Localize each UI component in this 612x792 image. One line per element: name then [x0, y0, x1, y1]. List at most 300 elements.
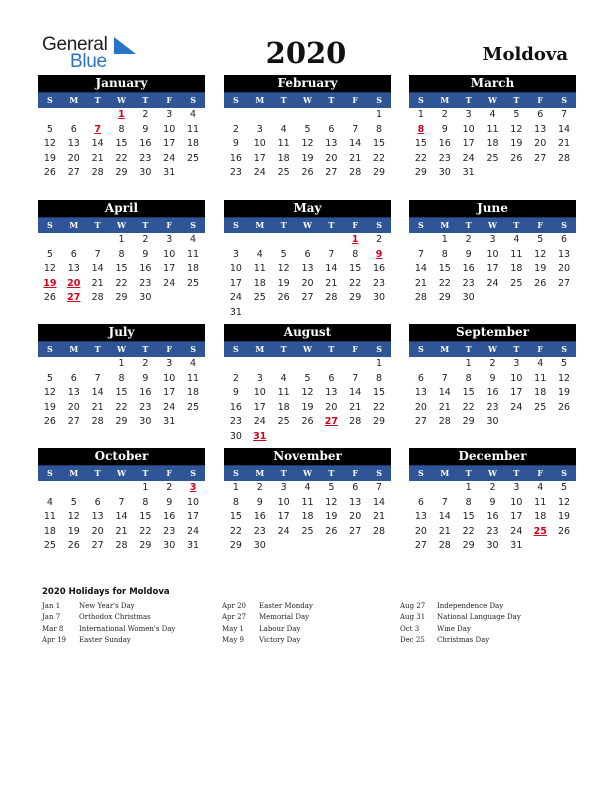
weekday-label: F [352, 95, 359, 105]
weekday-label: T [328, 468, 335, 478]
day-cell: 20 [558, 263, 571, 275]
day-cell: 11 [510, 248, 523, 260]
day-cell: 25 [187, 152, 200, 164]
weekday-label: F [166, 468, 173, 478]
day-cell: 28 [115, 540, 128, 552]
day-cell: 5 [280, 248, 287, 260]
day-grid [224, 233, 391, 321]
day-cell: 5 [537, 234, 544, 245]
weekday-label: W [117, 220, 126, 230]
day-cell: 5 [304, 123, 311, 135]
day-cell: 28 [91, 292, 104, 304]
day-cell: 28 [349, 416, 362, 428]
day-cell: 8 [118, 123, 125, 135]
day-cell: 17 [229, 277, 242, 289]
holiday-name: Easter Monday [259, 602, 313, 610]
day-cell: 25 [277, 167, 290, 179]
holiday-name: Orthodox Christmas [79, 613, 151, 622]
day-cell: 27 [349, 525, 362, 537]
day-cell: 17 [462, 138, 475, 150]
day-cell: 7 [352, 123, 359, 135]
weekday-label: S [233, 344, 239, 354]
month-name: November [224, 448, 391, 465]
holiday-entry [222, 635, 392, 646]
day-cell: 21 [91, 401, 104, 413]
holiday-date: Jan 7 [42, 613, 61, 622]
day-cell: 12 [43, 263, 56, 275]
weekday-label: T [94, 468, 101, 478]
day-cell: 13 [558, 248, 571, 260]
day-cell: 3 [256, 123, 263, 135]
day-cell: 25 [301, 525, 314, 537]
day-cell: 27 [414, 416, 427, 428]
holiday-day-cell: 27 [324, 416, 338, 428]
day-cell: 4 [489, 109, 496, 120]
holiday-date: Apr 20 [222, 602, 247, 610]
weekday-label: T [142, 95, 149, 105]
month-name: April [38, 200, 205, 217]
day-cell: 29 [139, 540, 152, 552]
day-cell: 6 [417, 496, 424, 508]
day-cell: 4 [280, 372, 287, 384]
day-cell: 14 [91, 263, 104, 275]
day-cell: 23 [373, 277, 386, 289]
empty-cell [433, 357, 457, 372]
day-cell: 6 [70, 123, 77, 135]
day-cell: 23 [229, 167, 242, 179]
month-name: June [409, 200, 576, 217]
day-cell: 2 [489, 482, 496, 493]
day-cell: 23 [486, 401, 499, 413]
day-cell: 9 [232, 138, 239, 150]
weekday-label: T [513, 95, 520, 105]
month-name: September [409, 324, 576, 341]
day-cell: 27 [67, 167, 80, 179]
day-cell: 4 [190, 109, 197, 120]
day-cell: 20 [414, 525, 427, 537]
holiday-day-cell: 1 [351, 234, 359, 245]
day-cell: 9 [232, 387, 239, 399]
day-cell: 1 [142, 482, 149, 493]
weekday-label: T [328, 220, 335, 230]
month-name: December [409, 448, 576, 465]
day-cell: 2 [142, 358, 149, 369]
day-cell: 2 [441, 109, 448, 120]
weekday-header [409, 465, 576, 481]
day-cell: 18 [510, 263, 523, 275]
day-cell: 30 [253, 540, 266, 552]
day-cell: 5 [328, 482, 335, 493]
day-cell: 19 [43, 401, 56, 413]
day-cell: 24 [163, 401, 176, 413]
day-cell: 23 [229, 416, 242, 428]
day-cell: 14 [325, 263, 338, 275]
day-cell: 1 [465, 482, 472, 493]
weekday-label: M [69, 95, 79, 105]
day-cell: 3 [513, 482, 520, 493]
day-cell: 21 [91, 152, 104, 164]
day-cell: 3 [465, 109, 472, 120]
weekday-label: S [418, 468, 424, 478]
day-cell: 13 [349, 496, 362, 508]
holiday-day-cell: 20 [67, 277, 81, 289]
day-cell: 26 [43, 416, 56, 428]
day-cell: 1 [118, 358, 125, 369]
weekday-label: M [69, 468, 79, 478]
holiday-day-cell: 3 [189, 482, 197, 493]
day-cell: 15 [462, 511, 475, 523]
month-august [224, 324, 391, 445]
day-cell: 29 [414, 167, 427, 179]
weekday-label: T [94, 220, 101, 230]
day-cell: 10 [510, 496, 523, 508]
day-cell: 1 [417, 109, 424, 120]
day-cell: 16 [139, 138, 152, 150]
day-cell: 14 [438, 387, 451, 399]
day-cell: 25 [187, 401, 200, 413]
day-cell: 21 [349, 152, 362, 164]
day-cell: 17 [163, 263, 176, 275]
empty-cell [224, 233, 248, 248]
day-cell: 18 [301, 511, 314, 523]
day-cell: 26 [43, 292, 56, 304]
empty-cell [296, 357, 320, 372]
weekday-label: T [280, 468, 287, 478]
empty-cell [86, 233, 110, 248]
day-cell: 26 [301, 167, 314, 179]
empty-cell [62, 233, 86, 248]
weekday-label: S [47, 220, 53, 230]
day-cell: 6 [352, 482, 359, 493]
day-cell: 27 [558, 277, 571, 289]
day-cell: 28 [438, 416, 451, 428]
day-cell: 11 [301, 496, 314, 508]
empty-cell [86, 357, 110, 372]
weekday-header [38, 465, 205, 481]
day-cell: 20 [67, 401, 80, 413]
day-cell: 4 [190, 358, 197, 369]
day-cell: 19 [301, 152, 314, 164]
weekday-label: M [255, 95, 265, 105]
empty-cell [62, 357, 86, 372]
day-cell: 11 [253, 263, 266, 275]
day-cell: 28 [558, 152, 571, 164]
day-cell: 8 [441, 248, 448, 260]
day-grid [224, 108, 391, 181]
day-cell: 6 [70, 248, 77, 260]
day-cell: 29 [229, 540, 242, 552]
day-cell: 16 [139, 387, 152, 399]
weekday-label: W [303, 220, 312, 230]
day-grid [409, 108, 576, 181]
empty-cell [433, 481, 457, 496]
day-cell: 6 [417, 372, 424, 384]
holiday-name: Memorial Day [259, 613, 310, 622]
weekday-label: T [94, 95, 101, 105]
day-grid [38, 233, 205, 306]
empty-cell [272, 357, 296, 372]
day-cell: 4 [256, 248, 263, 260]
day-cell: 30 [163, 540, 176, 552]
day-cell: 24 [253, 167, 266, 179]
day-cell: 26 [301, 416, 314, 428]
weekday-header [409, 217, 576, 233]
day-cell: 3 [280, 482, 287, 493]
weekday-label: T [513, 344, 520, 354]
day-cell: 19 [558, 511, 571, 523]
empty-cell [343, 108, 367, 123]
day-cell: 4 [537, 358, 544, 369]
weekday-label: M [440, 220, 450, 230]
day-cell: 24 [163, 152, 176, 164]
weekday-label: S [376, 220, 382, 230]
day-cell: 28 [373, 525, 386, 537]
month-december [409, 448, 576, 554]
day-grid [409, 481, 576, 554]
month-april [38, 200, 205, 306]
day-cell: 27 [534, 152, 547, 164]
day-cell: 24 [163, 277, 176, 289]
day-cell: 15 [373, 138, 386, 150]
day-cell: 16 [462, 263, 475, 275]
day-cell: 5 [513, 109, 520, 120]
day-cell: 12 [510, 123, 523, 135]
weekday-label: F [166, 95, 173, 105]
weekday-label: F [352, 220, 359, 230]
day-cell: 16 [229, 401, 242, 413]
weekday-label: S [190, 468, 196, 478]
day-cell: 13 [414, 511, 427, 523]
holiday-day-cell: 1 [118, 109, 125, 120]
weekday-label: M [255, 220, 265, 230]
holiday-entry [400, 635, 570, 646]
empty-cell [224, 357, 248, 372]
holiday-date: Mar 8 [42, 624, 64, 633]
day-cell: 31 [163, 416, 176, 428]
weekday-label: S [47, 95, 53, 105]
day-cell: 10 [229, 263, 242, 275]
day-cell: 17 [163, 138, 176, 150]
day-cell: 8 [352, 248, 359, 260]
day-cell: 22 [462, 401, 475, 413]
day-cell: 23 [139, 401, 152, 413]
day-cell: 25 [486, 152, 499, 164]
day-cell: 11 [486, 123, 499, 135]
weekday-label: W [488, 220, 497, 230]
day-cell: 8 [118, 248, 125, 260]
day-cell: 24 [510, 401, 523, 413]
weekday-label: S [376, 468, 382, 478]
day-cell: 3 [166, 109, 173, 120]
holiday-day-cell: 27 [67, 292, 81, 304]
weekday-label: T [513, 220, 520, 230]
day-cell: 29 [115, 167, 128, 179]
day-cell: 29 [462, 416, 475, 428]
day-cell: 9 [489, 372, 496, 384]
day-cell: 3 [256, 372, 263, 384]
day-cell: 2 [232, 123, 239, 135]
day-cell: 18 [187, 138, 200, 150]
holiday-name: Victory Day [259, 635, 301, 644]
day-cell: 22 [373, 401, 386, 413]
day-cell: 7 [441, 496, 448, 508]
month-name: July [38, 324, 205, 341]
month-name: October [38, 448, 205, 465]
weekday-label: W [117, 95, 126, 105]
day-cell: 22 [115, 401, 128, 413]
day-cell: 20 [67, 152, 80, 164]
day-cell: 6 [94, 496, 101, 508]
weekday-label: S [190, 344, 196, 354]
day-cell: 5 [46, 372, 53, 384]
weekday-label: S [418, 344, 424, 354]
weekday-label: W [117, 344, 126, 354]
day-cell: 28 [438, 540, 451, 552]
day-cell: 2 [489, 358, 496, 369]
day-cell: 5 [70, 496, 77, 508]
holiday-day-cell: 9 [375, 248, 383, 260]
day-cell: 14 [349, 138, 362, 150]
day-cell: 4 [190, 234, 197, 245]
holiday-date: Aug 31 [400, 613, 426, 622]
weekday-label: T [142, 468, 149, 478]
day-cell: 5 [304, 372, 311, 384]
holiday-day-cell: 8 [417, 123, 425, 135]
day-cell: 28 [91, 416, 104, 428]
weekday-label: S [561, 468, 567, 478]
empty-cell [272, 108, 296, 123]
day-cell: 21 [438, 525, 451, 537]
weekday-label: S [47, 468, 53, 478]
holiday-date: Apr 19 [42, 635, 67, 644]
weekday-label: W [303, 344, 312, 354]
weekday-label: M [440, 344, 450, 354]
day-cell: 24 [229, 292, 242, 304]
day-cell: 15 [115, 387, 128, 399]
day-cell: 25 [534, 401, 547, 413]
day-cell: 30 [486, 416, 499, 428]
day-cell: 30 [438, 167, 451, 179]
weekday-label: S [376, 95, 382, 105]
day-cell: 1 [376, 358, 383, 369]
day-cell: 17 [163, 387, 176, 399]
day-cell: 11 [187, 248, 200, 260]
logo-text-blue: Blue [70, 51, 107, 72]
day-cell: 11 [187, 372, 200, 384]
day-cell: 23 [139, 152, 152, 164]
day-cell: 12 [534, 248, 547, 260]
day-cell: 31 [187, 540, 200, 552]
day-cell: 19 [43, 152, 56, 164]
day-cell: 12 [558, 496, 571, 508]
day-cell: 25 [187, 277, 200, 289]
day-cell: 13 [414, 387, 427, 399]
month-name: January [38, 75, 205, 92]
weekday-label: S [561, 344, 567, 354]
day-cell: 15 [115, 138, 128, 150]
weekday-label: W [303, 468, 312, 478]
day-grid [224, 481, 391, 554]
day-cell: 15 [229, 511, 242, 523]
day-cell: 27 [67, 416, 80, 428]
day-cell: 19 [325, 511, 338, 523]
weekday-label: M [69, 220, 79, 230]
day-cell: 18 [187, 263, 200, 275]
day-cell: 22 [414, 152, 427, 164]
day-cell: 24 [510, 525, 523, 537]
day-cell: 15 [438, 263, 451, 275]
day-cell: 14 [373, 496, 386, 508]
holiday-day-cell: 7 [94, 123, 101, 135]
day-cell: 23 [253, 525, 266, 537]
day-cell: 11 [534, 372, 547, 384]
holiday-entry [42, 612, 212, 623]
day-cell: 30 [486, 540, 499, 552]
empty-cell [319, 233, 343, 248]
holiday-day-cell: 19 [43, 277, 57, 289]
day-cell: 12 [325, 496, 338, 508]
weekday-label: M [440, 468, 450, 478]
day-cell: 24 [486, 277, 499, 289]
day-cell: 17 [510, 511, 523, 523]
month-february [224, 75, 391, 181]
weekday-label: T [465, 468, 472, 478]
day-cell: 9 [142, 372, 149, 384]
day-cell: 30 [139, 167, 152, 179]
day-cell: 7 [441, 372, 448, 384]
weekday-label: S [190, 220, 196, 230]
empty-cell [319, 108, 343, 123]
holiday-column [42, 601, 212, 646]
day-cell: 13 [325, 138, 338, 150]
day-cell: 20 [414, 401, 427, 413]
day-cell: 17 [277, 511, 290, 523]
day-cell: 1 [118, 234, 125, 245]
day-cell: 21 [115, 525, 128, 537]
holiday-date: Oct 3 [400, 624, 420, 633]
holiday-date: May 9 [222, 635, 244, 644]
weekday-label: S [190, 95, 196, 105]
holiday-day-cell: 31 [253, 430, 267, 442]
empty-cell [38, 233, 62, 248]
day-cell: 26 [43, 167, 56, 179]
weekday-label: T [328, 344, 335, 354]
day-cell: 13 [91, 511, 104, 523]
day-cell: 13 [67, 263, 80, 275]
day-cell: 19 [301, 401, 314, 413]
holiday-entry [42, 635, 212, 646]
holiday-entry [400, 624, 570, 635]
day-cell: 26 [558, 525, 571, 537]
month-name: August [224, 324, 391, 341]
holiday-name: Independence Day [437, 602, 504, 610]
day-cell: 21 [349, 401, 362, 413]
day-cell: 5 [561, 482, 568, 493]
weekday-header [224, 92, 391, 108]
day-cell: 28 [91, 167, 104, 179]
weekday-label: S [418, 95, 424, 105]
weekday-label: F [537, 344, 544, 354]
holiday-entry [222, 612, 392, 623]
day-cell: 13 [301, 263, 314, 275]
day-cell: 12 [277, 263, 290, 275]
calendar-year: 2020 [265, 36, 347, 70]
day-cell: 18 [277, 152, 290, 164]
month-july [38, 324, 205, 430]
holiday-day-cell: 25 [533, 525, 547, 537]
day-cell: 17 [187, 511, 200, 523]
month-june [409, 200, 576, 306]
